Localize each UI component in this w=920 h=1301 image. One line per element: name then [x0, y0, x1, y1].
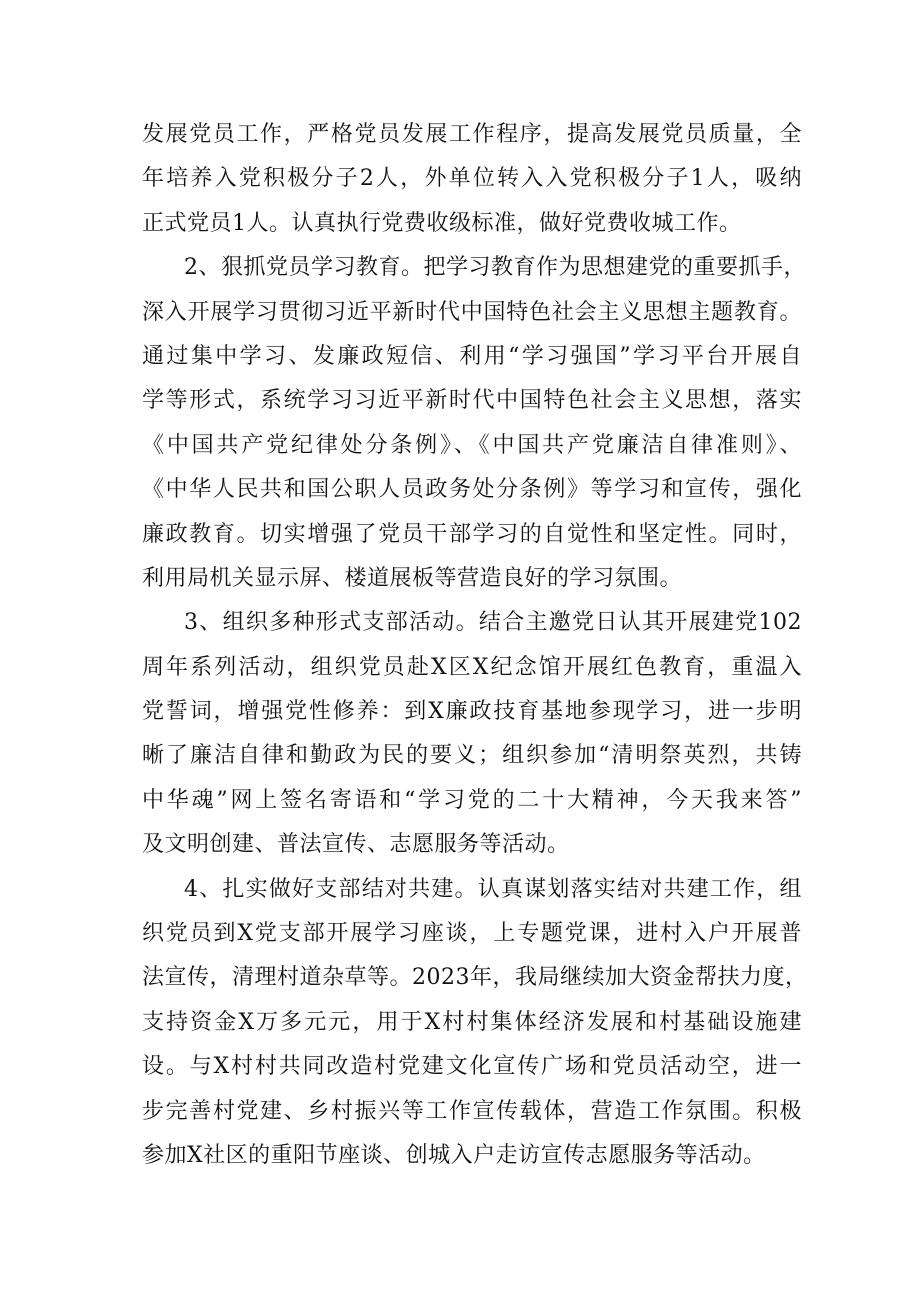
text-line: 利用局机关显示屏、楼道展板等营造良好的学习氛围。 [142, 565, 683, 591]
text-line: 参加X社区的重阳节座谈、创城入户走访宣传志愿服务等活动。 [142, 1142, 766, 1168]
text-line: 设。与X村村共同改造村党建文化宣传广场和党员活动空，进一 [142, 1054, 802, 1080]
text-line: 通过集中学习、发廉政短信、利用“学习强国”学习平台开展自 [142, 343, 802, 369]
text-line: 晰了廉洁自律和勤政为民的要义；组织参加“清明祭英烈，共铸 [142, 743, 802, 769]
text-line: 学等形式，系统学习习近平新时代中国特色社会主义思想，落实 [142, 388, 802, 414]
text-line: 发展党员工作，严格党员发展工作程序，提高发展党员质量，全 [142, 122, 802, 147]
text-line: 正式党员1人。认真执行党费收级标准，做好党费收城工作。 [142, 210, 742, 236]
document-body [142, 113, 808, 1178]
text-line: 法宣传，清理村道杂草等。2023年，我局继续加大资金帮扶力度， [142, 965, 808, 991]
text-line: 廉政教育。切实增强了党员干部学习的自觉性和坚定性。同时， [142, 521, 802, 547]
text-line: 党誓词，增强党性修养：到X廉政技育基地参现学习，进一步明 [142, 699, 802, 725]
text-line: 支持资金X万多元元，用于X村村集体经济发展和村基础设施建 [142, 1009, 802, 1035]
text-line: 《中国共产党纪律处分条例》、《中国共产党廉洁自律准则》、 [142, 432, 802, 458]
text-line: 周年系列活动，组织党员赴X区X纪念馆开展红色教育，重温入 [142, 654, 802, 680]
text-line: 及文明创建、普法宣传、志愿服务等活动。 [142, 832, 570, 858]
text-line: 步完善村党建、乡村振兴等工作宣传载体，营造工作氛围。积极 [142, 1098, 802, 1124]
text-line: 深入开展学习贯彻习近平新时代中国特色社会主义思想主题教育。 [142, 299, 802, 325]
paragraph-first-line: 4、扎实做好支部结对共建。认真谋划落实结对共建工作，组 [184, 876, 802, 902]
paragraph-first-line: 2、狠抓党员学习教育。把学习教育作为思想建党的重要抓手， [184, 255, 806, 281]
text-line: 《中华人民共和国公职人员政务处分条例》等学习和宣传，强化 [142, 477, 802, 503]
text-line: 织党员到X党支部开展学习座谈，上专题党课，进村入户开展普 [142, 921, 802, 947]
text-line: 中华魂”网上签名寄语和“学习党的二十大精神，今天我来答” [142, 787, 802, 813]
text-line: 年培养入党积极分子2人，外单位转入入党积极分子1人，吸纳 [142, 166, 802, 192]
paragraph-first-line: 3、组织多种形式支部活动。结合主邀党日认其开展建党102 [184, 610, 802, 636]
